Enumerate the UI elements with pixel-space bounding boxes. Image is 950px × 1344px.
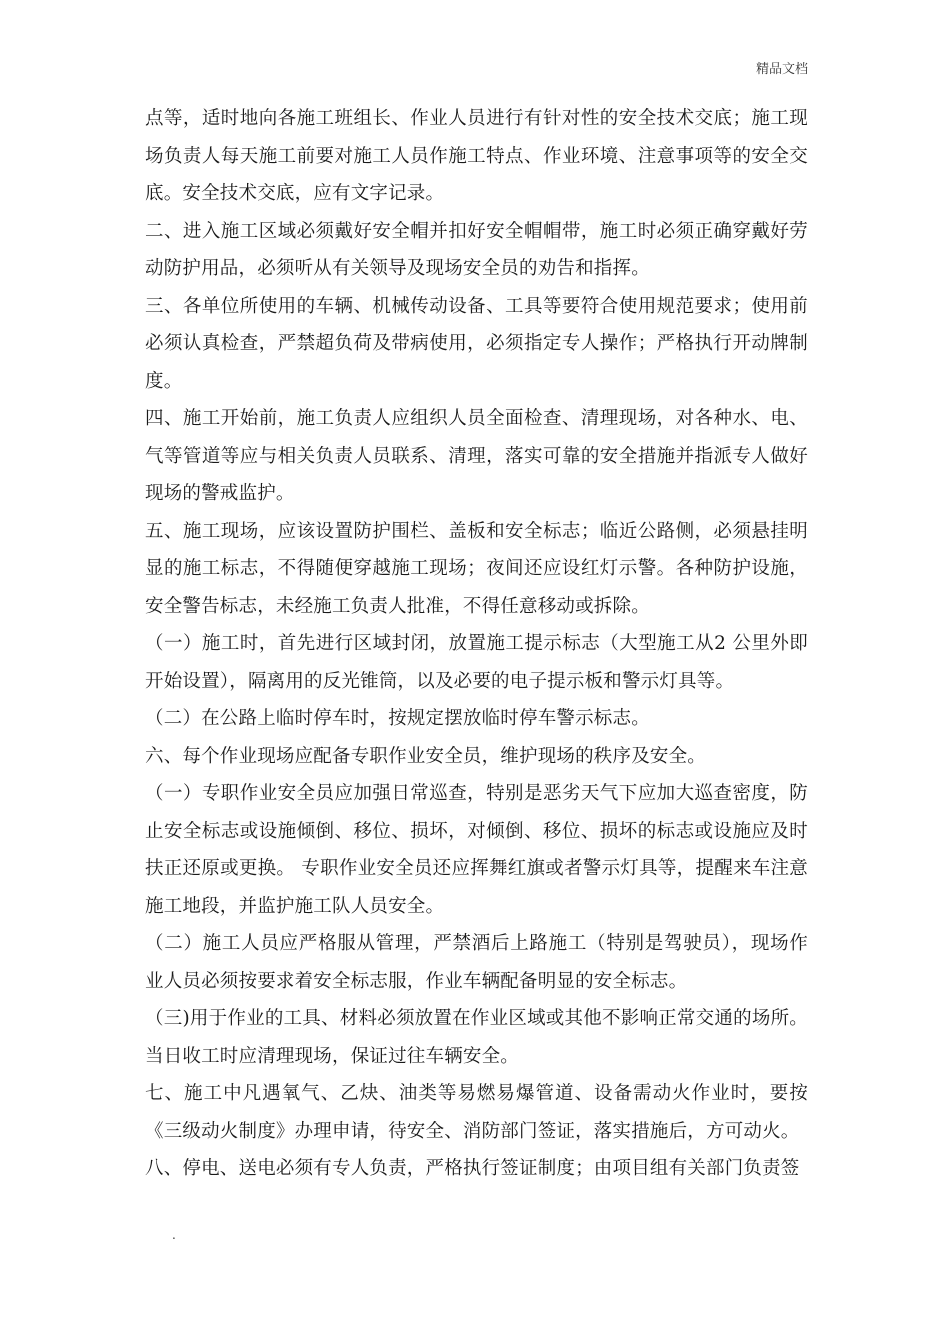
paragraph: （二）在公路上临时停车时，按规定摆放临时停车警示标志。 <box>145 708 650 729</box>
paragraph: （一）专职作业安全员应加强日常巡查，特别是恶劣天气下应加大巡查密度，防止安全标志或设施倾倒、移位、损坏，对倾倒、移位、损坏的标志或设施应及时扶正还原或更换。 专职作业安全员还应挥舞红旗或者警示灯具等，提醒来车注意施工地段，并监护施工队人员安全。 <box>145 783 808 917</box>
document-header-tag: 精品文档 <box>755 62 808 77</box>
paragraph: 三、各单位所使用的车辆、机械传动设备、工具等要符合使用规范要求；使用前必须认真检查，严禁超负荷及带病使用，必须指定专人操作；严格执行开动牌制度。 <box>145 295 808 392</box>
paragraph: （二）施工人员应严格服从管理，严禁酒后上路施工（特别是驾驶员），现场作业人员必须按要求着安全标志服，作业车辆配备明显的安全标志。 <box>145 933 808 992</box>
paragraph: 八、停电、送电必须有专人负责，严格执行签证制度；由项目组有关部门负责签 <box>145 1158 800 1179</box>
paragraph: 五、施工现场，应该设置防护围栏、盖板和安全标志；临近公路侧，必须悬挂明显的施工标志，不得随便穿越施工现场；夜间还应设红灯示警。各种防护设施，安全警告标志，未经施工负责人批准，不得任意移动或拆除。 <box>145 520 808 617</box>
paragraph: 七、施工中凡遇氧气、乙炔、油类等易燃易爆管道、设备需动火作业时，要按《三级动火制度》办理申请，待安全、消防部门签证，落实措施后，方可动火。 <box>145 1083 808 1142</box>
paragraph: （一）施工时，首先进行区域封闭，放置施工提示标志（大型施工从2 公里外即开始设置），隔离用的反光锥筒，以及必要的电子提示板和警示灯具等。 <box>145 633 808 692</box>
paragraph: 点等，适时地向各施工班组长、作业人员进行有针对性的安全技术交底；施工现场负责人每天施工前要对施工人员作施工特点、作业环境、注意事项等的安全交底。安全技术交底，应有文字记录。 <box>145 108 808 204</box>
footer-mark: . <box>172 1228 176 1242</box>
paragraph: 二、进入施工区域必须戴好安全帽并扣好安全帽帽带，施工时必须正确穿戴好劳动防护用品，必须听从有关领导及现场安全员的劝告和指挥。 <box>145 220 808 279</box>
paragraph: 六、每个作业现场应配备专职作业安全员，维护现场的秩序及安全。 <box>145 745 707 767</box>
paragraph: 四、施工开始前，施工负责人应组织人员全面检查、清理现场，对各种水、电、气等管道等应与相关负责人员联系、清理，落实可靠的安全措施并指派专人做好现场的警戒监护。 <box>145 408 808 504</box>
document-body <box>145 100 808 1188</box>
paragraph: （三)用于作业的工具、材料必须放置在作业区域或其他不影响正常交通的场所。当日收工时应清理现场，保证过往车辆安全。 <box>145 1008 808 1067</box>
